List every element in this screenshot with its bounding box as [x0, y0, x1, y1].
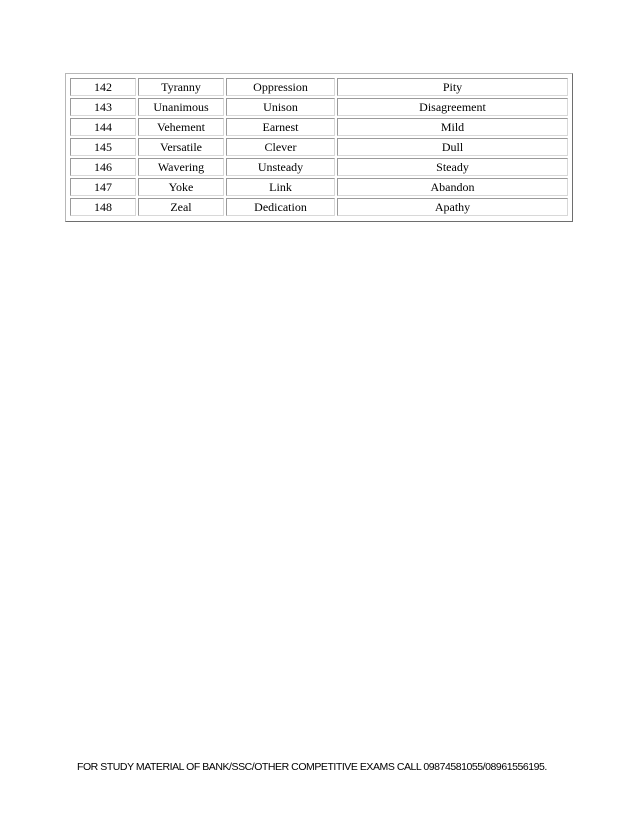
- row-number-cell: 143: [70, 98, 136, 116]
- synonym-cell: Link: [226, 178, 335, 196]
- antonym-cell: Disagreement: [337, 98, 568, 116]
- row-number-cell: 147: [70, 178, 136, 196]
- synonym-cell: Dedication: [226, 198, 335, 216]
- row-number-cell: 148: [70, 198, 136, 216]
- antonym-cell: Abandon: [337, 178, 568, 196]
- word-cell: Wavering: [138, 158, 224, 176]
- synonym-cell: Earnest: [226, 118, 335, 136]
- word-cell: Versatile: [138, 138, 224, 156]
- word-cell: Yoke: [138, 178, 224, 196]
- table-row: [70, 138, 568, 156]
- table-row: [70, 198, 568, 216]
- word-cell: Zeal: [138, 198, 224, 216]
- synonym-cell: Clever: [226, 138, 335, 156]
- table-row: [70, 78, 568, 96]
- antonym-cell: Dull: [337, 138, 568, 156]
- word-cell: Unanimous: [138, 98, 224, 116]
- table-row: [70, 158, 568, 176]
- vocabulary-table-grid: [68, 76, 570, 218]
- row-number-cell: 144: [70, 118, 136, 136]
- antonym-cell: Steady: [337, 158, 568, 176]
- row-number-cell: 146: [70, 158, 136, 176]
- antonym-cell: Pity: [337, 78, 568, 96]
- synonym-cell: Oppression: [226, 78, 335, 96]
- word-cell: Vehement: [138, 118, 224, 136]
- vocabulary-table: [65, 73, 573, 222]
- table-row: [70, 98, 568, 116]
- synonym-cell: Unison: [226, 98, 335, 116]
- table-row: [70, 118, 568, 136]
- row-number-cell: 145: [70, 138, 136, 156]
- antonym-cell: Apathy: [337, 198, 568, 216]
- table-row: [70, 178, 568, 196]
- page-footer: FOR STUDY MATERIAL OF BANK/SSC/OTHER COMPETITIVE EXAMS CALL 09874581055/08961556195.: [77, 761, 547, 773]
- synonym-cell: Unsteady: [226, 158, 335, 176]
- antonym-cell: Mild: [337, 118, 568, 136]
- row-number-cell: 142: [70, 78, 136, 96]
- word-cell: Tyranny: [138, 78, 224, 96]
